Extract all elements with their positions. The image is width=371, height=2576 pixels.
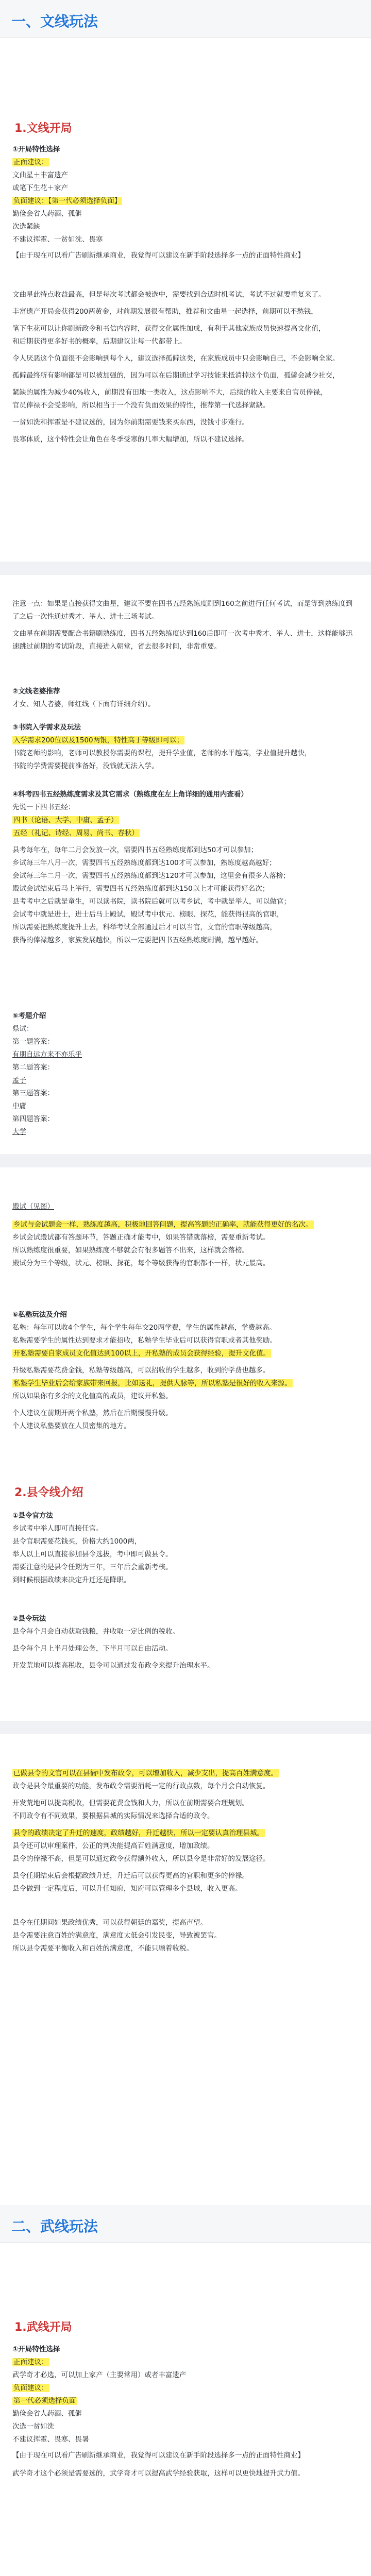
county-policy-block <box>12 1767 359 1895</box>
text-line: 需要注意的是县令任期为三年，三年后会重新考核。 <box>12 1563 173 1571</box>
note-line: 【由于现在可以看广告刷新继承商业，我觉得可以建议在新手阶段选择多一点的正面特性商业】 <box>12 2451 305 2460</box>
note-paragraph <box>12 598 359 653</box>
text-line: 升级私塾需要花费金钱，私塾等级越高，可以招收的学生越多，收到的学费也越多。 <box>12 1366 270 1375</box>
text-line: 或笔下生花＋家产 <box>12 183 68 192</box>
text-line: 会试每三年二月一次，需要四书五经熟练度都到达120才可以参加，这里会有很多人落榜； <box>12 871 290 880</box>
heading-county-magistrate: 2.县令线介绍 <box>14 1486 83 1499</box>
text-line: 次选紧缺 <box>12 222 40 231</box>
text-line: 有朋自远方来不亦乐乎 <box>12 1050 82 1059</box>
block-title: ②文线老婆推荐 <box>12 687 60 696</box>
text-line: 乡试会试殿试都有答题环节，答题正确才能考中，如果答错就落榜，需要重新考试。 <box>12 1233 270 1242</box>
label-positive: 正面建议： <box>13 2358 48 2366</box>
block-title: ②县令玩法 <box>12 1615 46 1623</box>
text-line: 县令做到一定程度后，可以升任知府，知府可以管理多个县城，收入更高。 <box>12 1884 242 1893</box>
text-line: 文曲星此特点收益最高，但是每次考试都会被选中，需要找到合适时机考试，考试不过就要重复来了。 <box>12 291 326 299</box>
text-line: 县考考中之后就是童生，可以读书院，读书院后就可以考乡试，考中就是举人，可以做官； <box>12 897 291 906</box>
palace-exam-block <box>12 1200 359 1270</box>
block-title: ⑥私塾玩法及介绍 <box>12 1311 67 1319</box>
text-line: 孤僻最终所有影响都是可以被加强的，因为可以在后期通过学习技能来抵消掉这个负面，孤僻会减少社交， <box>12 371 340 380</box>
text-line: 开发荒地可以提高税收，县令可以通过发布政令来提升治理水平。 <box>12 1661 214 1670</box>
text-line: 第四题答案： <box>12 1114 54 1123</box>
divider-gap <box>0 562 371 575</box>
section-title: 二、武线玩法 <box>11 2218 98 2235</box>
text-line: 县令需要注意百姓的满意度，满意度太低会引发民变，导致被罢官。 <box>12 1931 221 1940</box>
block-title: ①开局特性选择 <box>12 145 60 154</box>
text-line: 书院的学费需要提前准备好，没钱就无法入学。 <box>12 761 159 770</box>
block-title: ⑤考题介绍 <box>12 1012 46 1020</box>
text-line: 会试考中就是进士，进士后马上殿试，殿试考中状元、榜眼、探花，能获得很高的官职， <box>12 910 284 919</box>
text-line: 私塾需要学生的属性达到要求才能招收，私塾学生毕业后可以获得官职或者其他奖励。 <box>12 1336 277 1345</box>
section-header-wu <box>0 2205 371 2243</box>
text-line: 殿试会试结束后马上举行，需要四书五经熟练度都到达150以上才可能获得好名次； <box>12 884 269 893</box>
heading-wen-open: 1.文线开局 <box>14 122 72 135</box>
text-line: 乡试每三年八月一次，需要四书五经熟练度都到达100才可以参加，熟练度越高越好； <box>12 858 276 867</box>
text-line: 开发荒地可以提高税收，但需要花费金钱和人力，所以在前期需要合理规划。 <box>12 1799 249 1807</box>
label-negative: 负面建议： <box>13 2383 48 2392</box>
text-line: 县令每个月会自动获取钱粮，并收取一定比例的税收。 <box>12 1627 179 1636</box>
heading-wu-open: 1.武线开局 <box>14 2321 72 2334</box>
text-line: 所以熟练度很重要，如果熟练度不够就会有很多题答不出来，这样就会落榜。 <box>12 1246 249 1255</box>
county-play-block <box>12 1613 359 1672</box>
text-line: 所以需要把熟练度提升上去，科举考试全部通过后才可以当官，文官的官职等级越高， <box>12 923 277 931</box>
private-school-block <box>12 1309 359 1433</box>
wu-trait-block <box>12 2343 359 2480</box>
text-line: 第一题答案： <box>12 1037 54 1046</box>
text-line: 私塾：每年可以收4个学生，每个学生每年交20两学费，学生的属性越高，学费越高。 <box>12 1323 276 1332</box>
text-line: 第二题答案： <box>12 1063 54 1072</box>
block-title: ①县令官方法 <box>12 1512 53 1520</box>
text-line: 畏寒体质，这个特性会让角色在冬季受寒的几率大幅增加，所以不建议选择。 <box>12 435 249 444</box>
section-header-wen <box>0 0 371 38</box>
text-line: 文曲星在前期需要配合书籍刷熟练度，四书五经熟练度达到160后即可一次考中秀才、举人、进士，这样能够迅速跳过前期的考试阶段，直接进入朝堂，省去很多时间，非常重要。 <box>12 629 353 651</box>
text-line: 县令任期结束后会根据政绩升迁，升迁后可以获得更高的官职和更多的俸禄。 <box>12 1871 249 1880</box>
text-line: 县令每个月上半月处理公务，下半月可以自由活动。 <box>12 1644 173 1653</box>
text-line: 乡试与会试题会一样，熟练度越高，积极地回答问题，提高答题的正确率，就能获得更好的名次。 <box>13 1220 313 1229</box>
divider-gap <box>0 1154 371 1167</box>
county-note-block <box>12 1917 359 1955</box>
text-line: 中庸 <box>12 1101 26 1110</box>
text-line: 県试： <box>12 1024 33 1033</box>
text-line: 个人建议在前期开两个私塾，然后在后期慢慢升级。 <box>12 1409 173 1417</box>
text-line: 所以县令需要平衡收入和百姓的满意度，不能只顾着收税。 <box>12 1944 193 1953</box>
text-line: 不建议挥霍、一贫如洗、畏寒 <box>12 235 103 244</box>
text-line: 所以如果你有多余的文化值高的成员，建议开私塾。 <box>12 1392 173 1400</box>
text-line: 第一代必须选择负面 <box>13 2396 76 2405</box>
text-line: 殿试分为三个等级，状元、榜眼、探花，每个等级获得的官职都不一样，状元最高。 <box>12 1259 270 1267</box>
block-title: ③书院入学需求及玩法 <box>12 723 81 732</box>
divider-gap <box>0 1721 371 1734</box>
block-title: ④科考四书五经熟练度需求及其它需求（熟练度在左上角详细的通用内查看） <box>12 790 248 799</box>
text-line: 次选一贫如洗 <box>12 2422 54 2431</box>
academy-block <box>12 721 359 773</box>
text-line: 紧缺的属性为减少40%收入，前期没有田地一类收入，这点影响不大，后续的收入主要来自官员俸禄， <box>12 388 327 397</box>
text-line: 个人建议私塾要放在人员密集的地方。 <box>12 1421 131 1430</box>
text-line: 获得的俸禄越多，家族发展越快，所以一定要把四书五经熟练度刷满，越早越好。 <box>12 936 263 944</box>
note-line: 【由于现在可以看广告刷新继承商业，我觉得可以建议在新手阶段选择多一点的正面特性商业】 <box>12 251 305 260</box>
text-line: 一贫如洗和挥霍是不建议选的，因为你前期需要钱来买东西，没钱寸步难行。 <box>12 418 249 427</box>
text-line: 入学需求200位以及1500两银，特性高于等级即可以； <box>13 736 184 744</box>
block-title: ①开局特性选择 <box>12 2345 60 2353</box>
label-negative: 负面建议：【第一代必须选择负面】 <box>13 196 122 205</box>
text-line: 注意一点：如果是直接获得文曲星，建议不要在四书五经熟练度刷到160之前进行任何考试，而是等到熟练度到了之后一次性通过秀才、举人、进士三场考试。 <box>12 600 353 621</box>
trait-descriptions <box>12 289 359 446</box>
wife-recommend-block <box>12 685 359 711</box>
exam-questions-block <box>12 1010 359 1139</box>
exam-block <box>12 788 359 947</box>
text-line: 不建议挥霍、畏寒、畏暑 <box>12 2435 89 2444</box>
text-line: 勤俭会省人药酒、孤僻 <box>12 2409 82 2418</box>
text-line: 县令的政绩决定了升迁的速度，政绩越好，升迁越快，所以一定要认真治理县城。 <box>13 1828 264 1837</box>
trait-selection-block <box>12 143 359 262</box>
text-line: 县令的俸禄不高，但是可以通过政令获得额外收入，所以县令是非常好的发展途径。 <box>12 1854 270 1863</box>
text-line: 五经（礼记、诗经、周易、尚书、春秋） <box>13 828 139 837</box>
text-line: 武学奇才必选，可以加上家产（主要常用）或者丰富遗产 <box>12 2370 187 2379</box>
text-line: 孟子 <box>12 1076 26 1084</box>
text-line: 先说一下四书五经： <box>12 803 75 811</box>
text-line: 丰富遗产开局会获得200两黄金，对前期发展很有帮助，推荐和文曲星一起选择，前期可以不愁钱， <box>12 307 318 316</box>
text-line: 县考每年在，每年二月会发放一次，需要四书五经熟练度都到达50才可以参加； <box>12 845 258 854</box>
county-method-block <box>12 1510 359 1587</box>
text-line: 令人厌恶这个负面很不会影响到每个人，建议选择孤僻这类，在家族成员中只会影响自己，不会影响全家。 <box>12 354 340 363</box>
text-line: 私塾学生毕业后会给家族带来回报，比如送礼，提供人脉等，所以私塾是很好的收入来源。 <box>13 1379 292 1387</box>
text-line: 文曲星＋丰富遗产 <box>12 171 68 179</box>
text-line: 县令在任期间如果政绩优秀，可以获得朝廷的嘉奖，提高声望。 <box>12 1919 207 1927</box>
text-line: 武学奇才这个必须是需要选的，武学奇才可以提高武学经验获取，这样可以更快地提升武力值。 <box>12 2469 305 2478</box>
text-line: 官员俸禄不会受影响，所以相当于一个没有负面效果的特性，推荐第一代选择紧缺。 <box>12 401 270 410</box>
text-line: 开私塾需要自家成员文化值达到100以上，开私塾的成员会获得经验，提升文化值。 <box>13 1349 271 1358</box>
text-line: 书院老师的影响，老师可以教授你需要的课程，提升学业值，老师的水平越高，学业值提升越快， <box>12 749 312 757</box>
text-line: 到时候根据政绩来决定升迁还是降职。 <box>12 1575 131 1584</box>
text-line: 县令官职需要花钱买，价格大约1000两， <box>12 1537 142 1546</box>
text-line: 第三题答案： <box>12 1089 54 1097</box>
text-line: 和后期获得更多好书的概率，后期建议让每一代都带上。 <box>12 337 187 346</box>
text-line: 县令还可以审理案件，公正的判决能提高百姓满意度，增加政绩。 <box>12 1841 214 1850</box>
text-line: 大学 <box>12 1127 26 1136</box>
text-line: 举人以上可以直接参加县令选拔，考中即可做县令。 <box>12 1550 173 1558</box>
label-positive: 正面建议： <box>13 158 48 166</box>
section-title: 一、文线玩法 <box>11 13 98 30</box>
text-line: 才女、知人者婆，师红线（下面有详细介绍）。 <box>12 700 155 708</box>
text-line: 已做县令的文官可以在县衙中发布政令，可以增加收入，减少支出，提高百姓满意度。 <box>13 1769 278 1777</box>
text-line: 勤俭会省人药酒、孤僻 <box>12 209 82 218</box>
text-line: 政令是县令最重要的功能，发布政令需要消耗一定的行政点数，每个月会自动恢复。 <box>12 1782 270 1790</box>
text-line: 四书（论语、大学、中庸、孟子） <box>13 816 118 824</box>
text-line: 不同政令有不同效果，要根据县城的实际情况来选择合适的政令。 <box>12 1811 214 1820</box>
text-line: 乡试考中举人即可直接任官。 <box>12 1524 103 1533</box>
text-line: 笔下生花可以让你刷新政令和书信内容时，获得文化属性加成，有利于其他家族成员快速提高文化值， <box>12 324 326 333</box>
text-line: 殿试（见图） <box>12 1202 54 1211</box>
